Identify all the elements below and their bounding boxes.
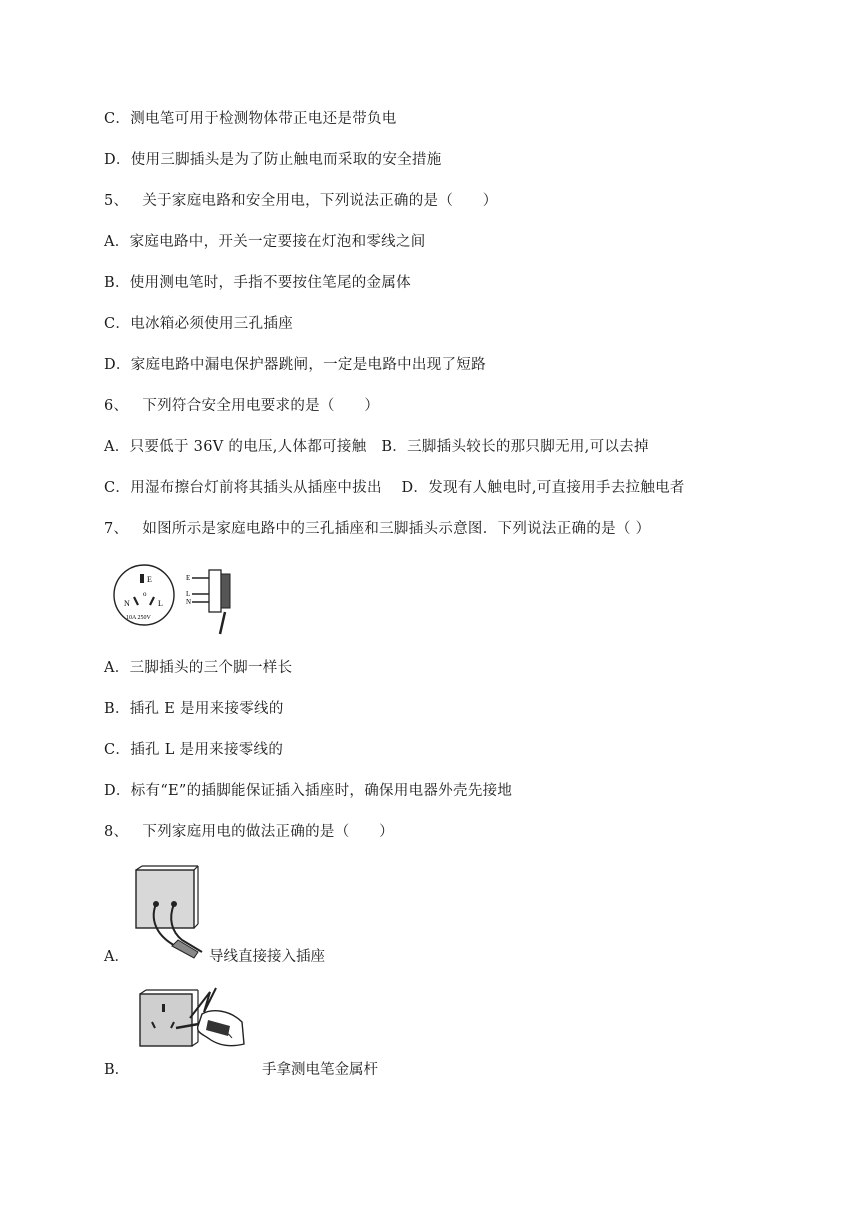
svg-text:o: o bbox=[143, 590, 147, 598]
q5-option-b: B．使用测电笔时，手指不要按住笔尾的金属体 bbox=[104, 275, 411, 291]
q5-stem bbox=[104, 191, 498, 211]
q8-stem bbox=[104, 822, 394, 842]
hand-holding-tester-illustration bbox=[132, 982, 254, 1078]
q7-stem bbox=[104, 519, 650, 539]
q7-option-c: C．插孔 L 是用来接零线的 bbox=[104, 742, 284, 758]
three-pin-plug bbox=[186, 570, 230, 634]
three-hole-socket bbox=[114, 565, 174, 625]
q7-stem-text: 如图所示是家庭电路中的三孔插座和三脚插头示意图．下列说法正确的是（ ） bbox=[142, 521, 651, 537]
socket-hole-e bbox=[140, 574, 144, 583]
q5-option-c: C．电冰箱必须使用三孔插座 bbox=[104, 316, 293, 332]
q5-option-d: D．家庭电路中漏电保护器跳闸，一定是电路中出现了短路 bbox=[104, 357, 486, 373]
socket-label-e: E bbox=[147, 575, 152, 584]
q6-stem-text: 下列符合安全用电要求的是（ ） bbox=[142, 398, 380, 414]
q8-option-a-caption: 导线直接接入插座 bbox=[209, 949, 325, 965]
socket-label-n: N bbox=[124, 599, 130, 608]
q5-option-a: A．家庭电路中，开关一定要接在灯泡和零线之间 bbox=[104, 234, 426, 250]
socket-label-l: L bbox=[158, 599, 163, 608]
q7-option-b: B．插孔 E 是用来接零线的 bbox=[104, 701, 284, 717]
q7-option-a: A．三脚插头的三个脚一样长 bbox=[104, 660, 293, 676]
q5-stem-text: 关于家庭电路和安全用电，下列说法正确的是（ ） bbox=[142, 193, 498, 209]
q4-option-c: C．测电笔可用于检测物体带正电还是带负电 bbox=[104, 111, 397, 127]
q8-option-b-caption: 手拿测电笔金属杆 bbox=[262, 1062, 378, 1078]
socket-plug-diagram bbox=[112, 560, 244, 636]
q6-number: 6、 bbox=[104, 398, 129, 414]
q6-stem bbox=[104, 396, 379, 416]
socket-hole-l bbox=[150, 597, 154, 605]
q8-stem-text: 下列家庭用电的做法正确的是（ ） bbox=[142, 824, 394, 840]
q6-options-row1: A．只要低于 36V 的电压,人体都可接触 B．三脚插头较长的那只脚无用,可以去掉 bbox=[104, 439, 649, 455]
q8-option-a-letter: A． bbox=[104, 949, 129, 965]
socket-hole-n bbox=[134, 597, 138, 605]
q4-option-d: D．使用三脚插头是为了防止触电而采取的安全措施 bbox=[104, 152, 442, 168]
wire-into-socket-illustration bbox=[132, 864, 212, 964]
plug-label-e: E bbox=[186, 574, 191, 582]
q8-number: 8、 bbox=[104, 824, 129, 840]
q7-number: 7、 bbox=[104, 521, 129, 537]
q5-number: 5、 bbox=[104, 193, 129, 209]
q6-options-row2: C．用湿布擦台灯前将其插头从插座中拔出 D．发现有人触电时,可直接用手去拉触电者 bbox=[104, 480, 685, 496]
q8-option-b-letter: B． bbox=[104, 1062, 130, 1078]
plug-label-n: N bbox=[186, 598, 192, 606]
plug-label-l: L bbox=[186, 590, 191, 598]
socket-rating: 10A 250V bbox=[126, 615, 151, 621]
q7-option-d: D．标有“E”的插脚能保证插入插座时，确保用电器外壳先接地 bbox=[104, 783, 513, 799]
